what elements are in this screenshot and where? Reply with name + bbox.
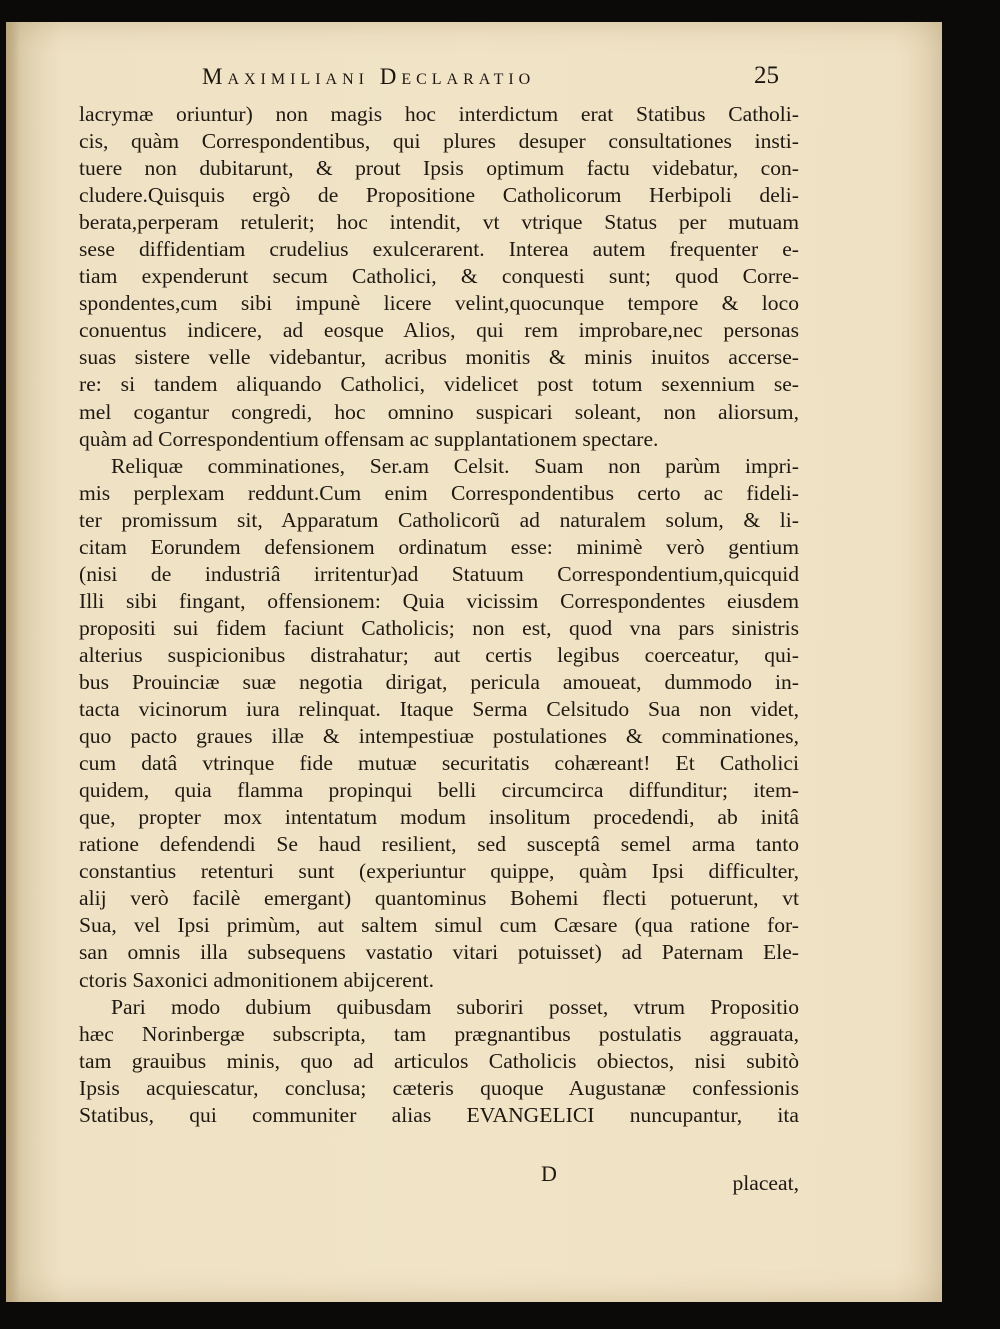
text-line: tiam expenderunt secum Catholici, & conquesti sunt; quod Corre- (79, 264, 799, 289)
text-line: tuere non dubitarunt, & prout Ipsis optimum factu videbatur, con- (79, 156, 799, 181)
signature-mark: D (541, 1161, 557, 1186)
text-line: Statibus, qui communiter alias EVANGELICI nuncupantur, ita (79, 1102, 799, 1127)
page-gutter-shadow (6, 22, 20, 1302)
text-line: cis, quàm Correspondentibus, qui plures desuper consultationes insti- (79, 129, 799, 154)
paragraph-end-line: quàm ad Correspondentium offensam ac supplantationem spectare. (79, 426, 659, 451)
text-line: que, propter mox intentatum modum insolitum procedendi, ab initâ (79, 805, 799, 830)
text-line: suas sistere velle videbantur, acribus monitis & minis inuitos accerse- (79, 345, 799, 370)
text-line: citam Eorundem defensionem ordinatum esse: minimè verò gentium (79, 534, 799, 559)
text-line: ter promissum sit, Apparatum Catholicorũ ad naturalem solum, & li- (79, 507, 799, 532)
paragraph-start-line: Pari modo dubium quibusdam suboriri posset, vtrum Propositio (111, 994, 799, 1019)
text-line: conuentus indicere, ad eosque Alios, qui rem improbare,nec personas (79, 318, 799, 343)
text-line: Illi sibi fingant, offensionem: Quia vicissim Correspondentes eiusdem (79, 588, 799, 613)
text-line: tacta vicinorum iura relinquat. Itaque Serma Celsitudo Sua non videt, (79, 697, 799, 722)
paragraph-start-line: Reliquæ comminationes, Ser.am Celsit. Suam non parùm impri- (111, 453, 799, 478)
text-line: mis perplexam reddunt.Cum enim Correspondentibus certo ac fideli- (79, 480, 799, 505)
body-text (79, 101, 799, 1129)
catchline (79, 1161, 799, 1195)
text-line: bus Prouinciæ suæ negotia dirigat, pericula amoueat, dummodo in- (79, 669, 799, 694)
text-line: alij verò facilè emergant) quantominus Bohemi flecti potuerunt, vt (79, 886, 799, 911)
text-line: alterius suspicionibus distrahatur; aut certis legibus coerceatur, qui- (79, 642, 799, 667)
text-line: ratione defendendi Se haud resilient, sed susceptâ semel arma tanto (79, 832, 799, 857)
running-title: Maximiliani Declaratio (202, 64, 536, 89)
text-line: quo pacto graues illæ & intempestiuæ postulationes & comminationes, (79, 724, 799, 749)
text-line: mel cogantur congredi, hoc omnino suspicari soleant, non aliorsum, (79, 399, 799, 424)
text-line: berata,perperam retulerit; hoc intendit, vt vtrique Status per mutuam (79, 210, 799, 235)
catchword: placeat, (732, 1171, 799, 1195)
text-line: Sua, vel Ipsi primùm, aut saltem simul cum Cæsare (qua ratione for- (79, 913, 799, 938)
page-number: 25 (754, 62, 779, 89)
text-line: Ipsis acquiescatur, conclusa; cæteris quoque Augustanæ confessionis (79, 1075, 799, 1100)
text-line: constantius retenturi sunt (experiuntur quippe, quàm Ipsi difficulter, (79, 859, 799, 884)
text-line: lacrymæ oriuntur) non magis hoc interdictum erat Statibus Catholi- (79, 102, 799, 126)
text-line: spondentes,cum sibi impunè licere velint,quocunque tempore & loco (79, 291, 799, 316)
text-line: sese diffidentiam crudelius exulcerarent. Interea autem frequenter e- (79, 237, 799, 262)
text-line: propositi sui fidem faciunt Catholicis; non est, quod vna pars sinistris (79, 615, 799, 640)
text-line: re: si tandem aliquando Catholici, videlicet post totum sexennium se- (79, 372, 799, 397)
text-line: cum datâ vtrinque fide mutuæ securitatis cohæreant! Et Catholici (79, 751, 799, 776)
text-line: cludere.Quisquis ergò de Propositione Catholicorum Herbipoli deli- (79, 183, 799, 208)
book-page (6, 22, 942, 1302)
text-line: quidem, quia flamma propinqui belli circumcirca diffunditur; item- (79, 778, 799, 803)
text-line: (nisi de industriâ irritentur)ad Statuum Correspondentium,quicquid (79, 561, 799, 586)
paragraph-end-line: ctoris Saxonici admonitionem abijcerent. (79, 967, 434, 992)
text-line: hæc Norinbergæ subscripta, tam prægnantibus postulatis aggrauata, (79, 1021, 799, 1046)
text-line: tam grauibus minis, quo ad articulos Catholicis obiectos, nisi subitò (79, 1048, 799, 1073)
text-line: san omnis illa subsequens vastatio vitari potuisset) ad Paternam Ele- (79, 940, 799, 965)
